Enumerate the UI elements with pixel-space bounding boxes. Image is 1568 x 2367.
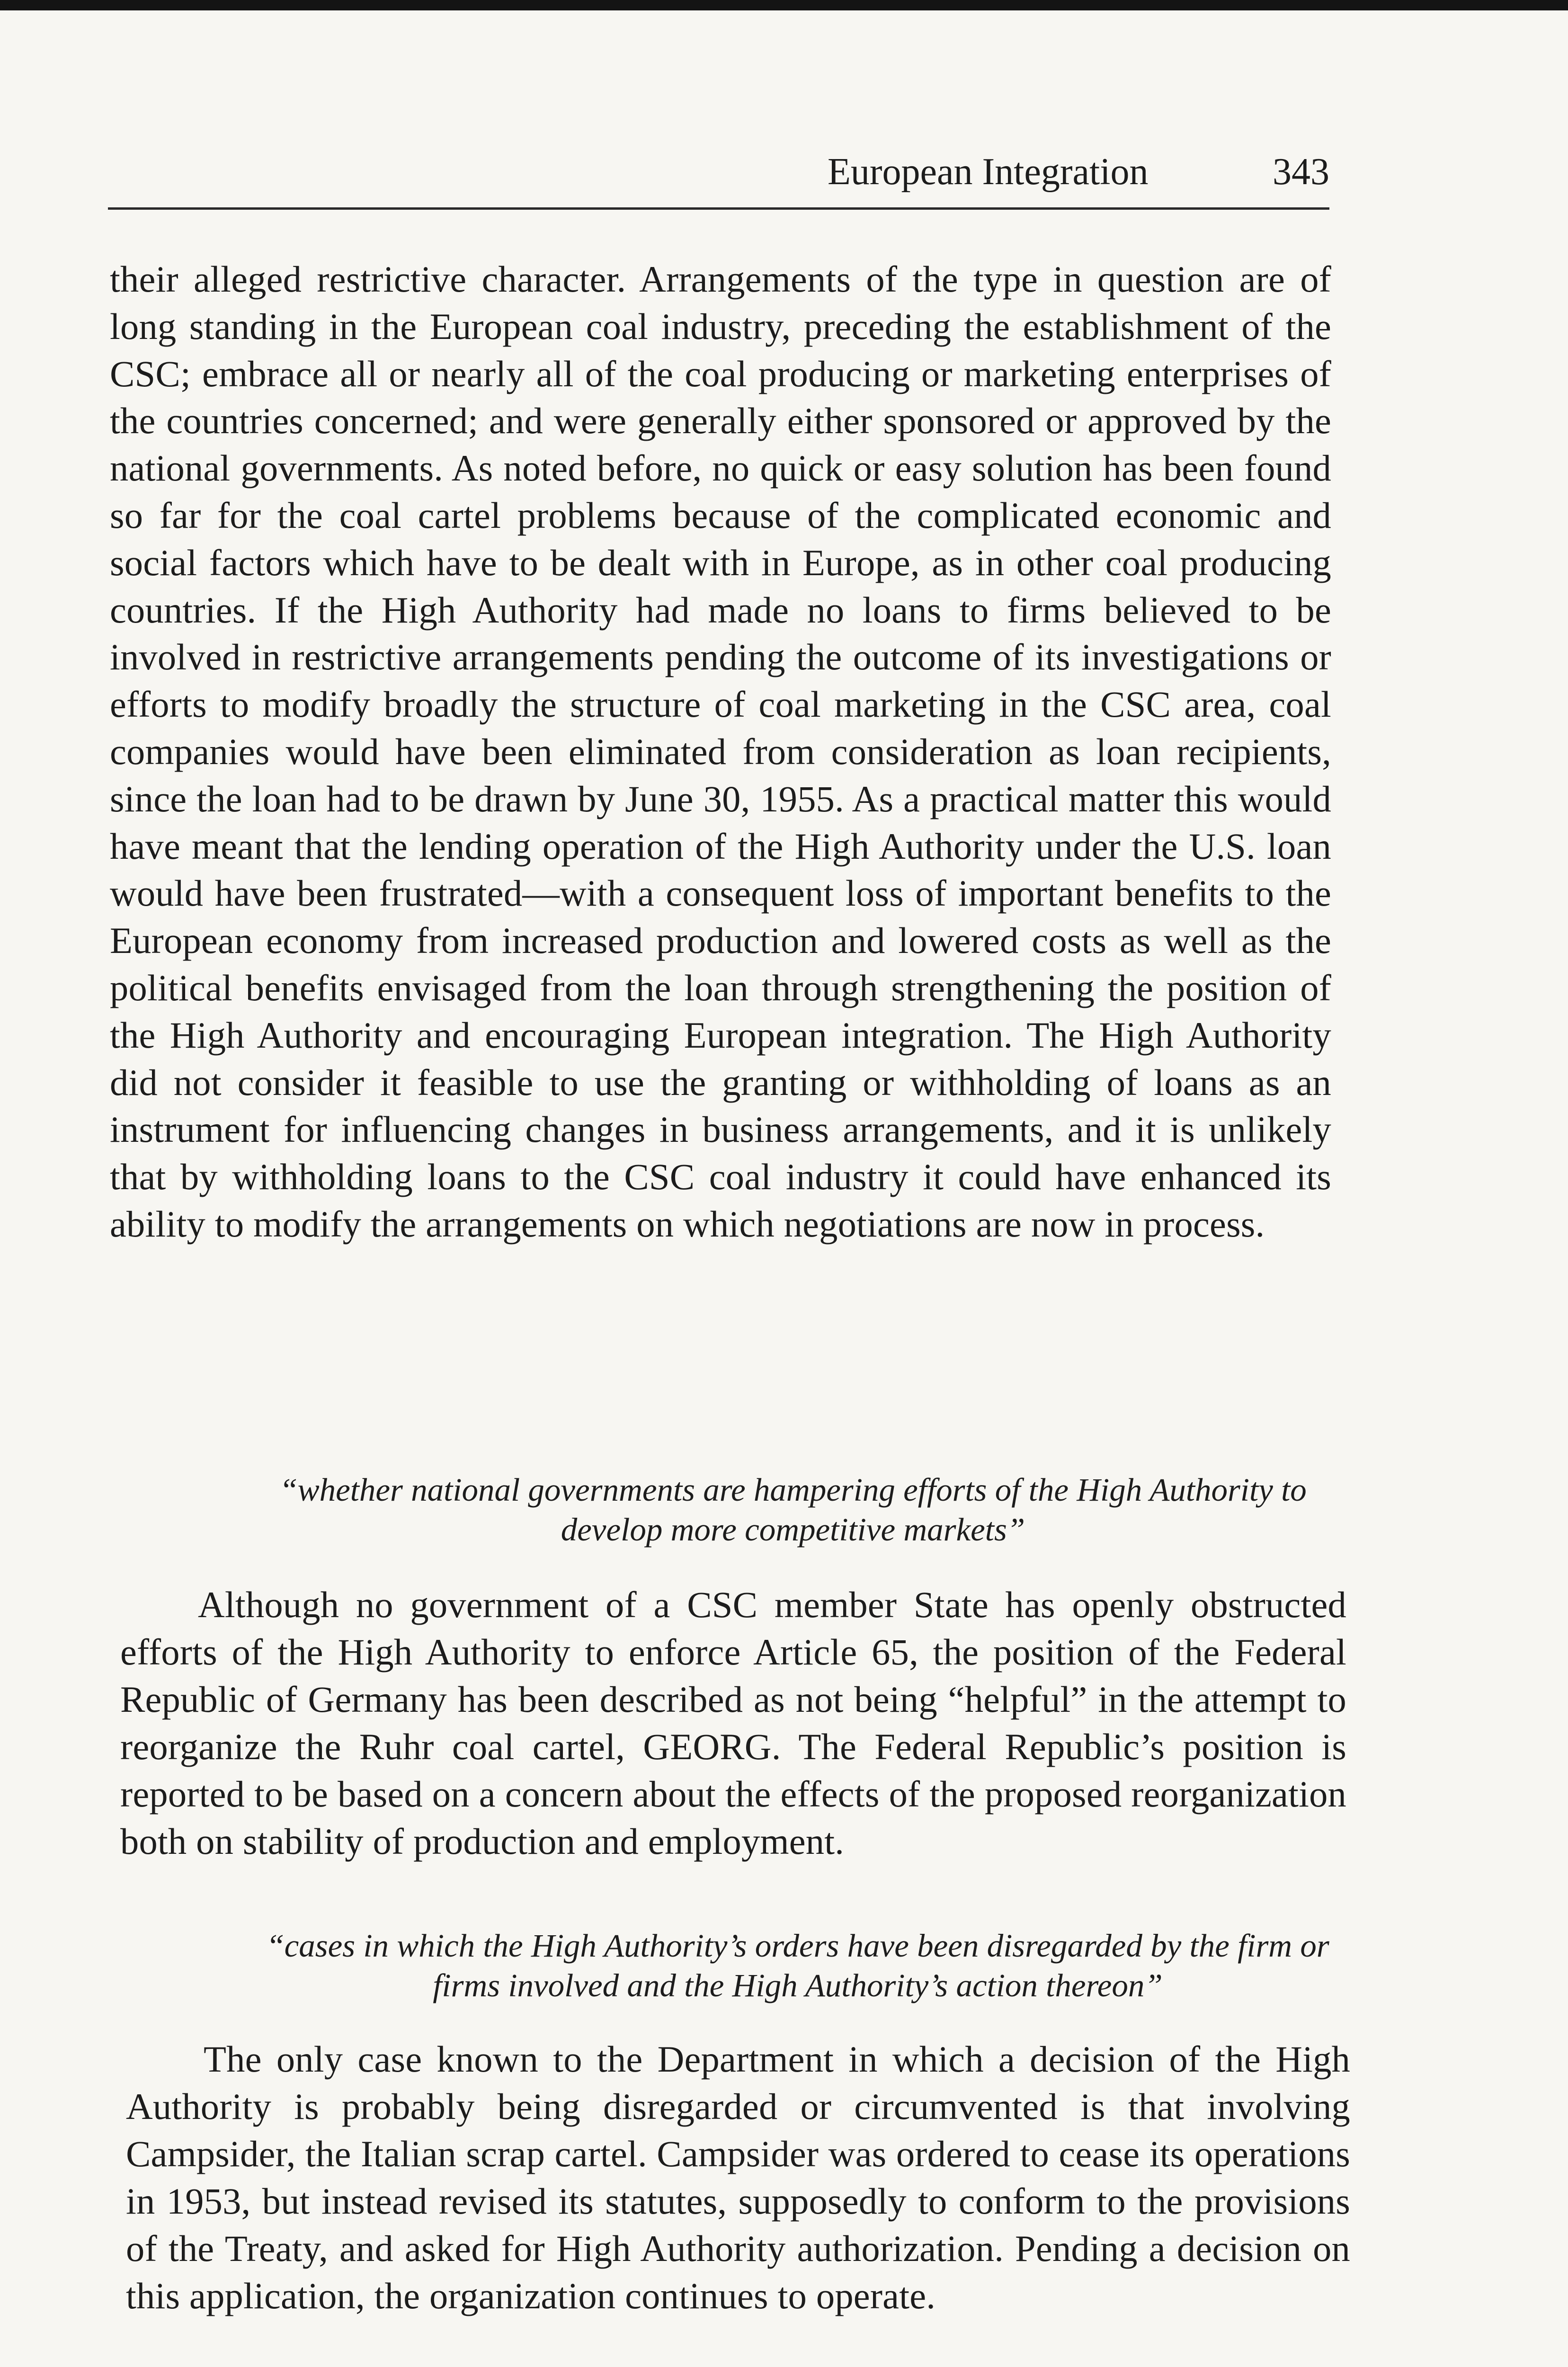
header-rule xyxy=(108,207,1329,210)
running-head xyxy=(828,151,1329,203)
quoted-question-1: “whether national governments are hampering efforts of the High Authority to develop more competitive markets” xyxy=(279,1472,1307,1548)
body-paragraph-1: their alleged restrictive character. Arrangements of the type in question are of long standing in the European coal industry, preceding the establishment of the CSC; embrace all or nearly all of the coal producing or marketing enterprises of the countries concerned; and were generally either sponsored or approved by the national governments. As noted before, no quick or easy solution has been found so far for the coal cartel problems because of the complicated economic and social factors which have to be dealt with in Europe, as in other coal producing countries. If the High Authority had made no loans to firms believed to be involved in restrictive arrangements pending the outcome of its investigations or efforts to modify broadly the structure of coal marketing in the CSC area, coal companies would have been eliminated from consideration as loan recipients, since the loan had to be drawn by June 30, 1955. As a practical matter this would have meant that the lending operation of the High Authority under the U.S. loan would have been frustrated—with a consequent loss of important benefits to the European economy from increased production and lowered costs as well as the political benefits envisaged from the loan through strengthening the position of the High Authority and encouraging European integration. The High Authority did not consider it feasible to use the granting or withholding of loans as an instrument for influencing changes in business arrangements, and it is unlikely that by withholding loans to the CSC coal industry it could have enhanced its ability to modify the arrangements on which negotiations are now in process. xyxy=(110,258,1331,1245)
page-number: 343 xyxy=(1273,151,1329,193)
quoted-question-2: “cases in which the High Authority’s orders have been disregarded by the firm or firms involved and the High Authority’s action thereon” xyxy=(266,1928,1329,2003)
scan-top-edge xyxy=(0,0,1568,10)
running-title: European Integration xyxy=(828,151,1149,193)
body-paragraph-2: Although no government of a CSC member State has openly obstructed efforts of the High Authority to enforce Article 65, the position of the Federal Republic of Germany has been described as not being “helpful” in the attempt to reorganize the Ruhr coal cartel, GEORG. The Federal Republic’s position is reported to be based on a concern about the effects of the proposed reorganization both on stability of production and employment. xyxy=(120,1584,1346,1862)
body-paragraph-3: The only case known to the Department in which a decision of the High Authority is probably being disregarded or circumvented is that involving Campsider, the Italian scrap cartel. Campsider was ordered to cease its operations in 1953, but instead revised its statutes, supposedly to conform to the provisions of the Treaty, and asked for High Authority authorization. Pending a decision on this application, the organization continues to operate. xyxy=(126,2038,1350,2316)
